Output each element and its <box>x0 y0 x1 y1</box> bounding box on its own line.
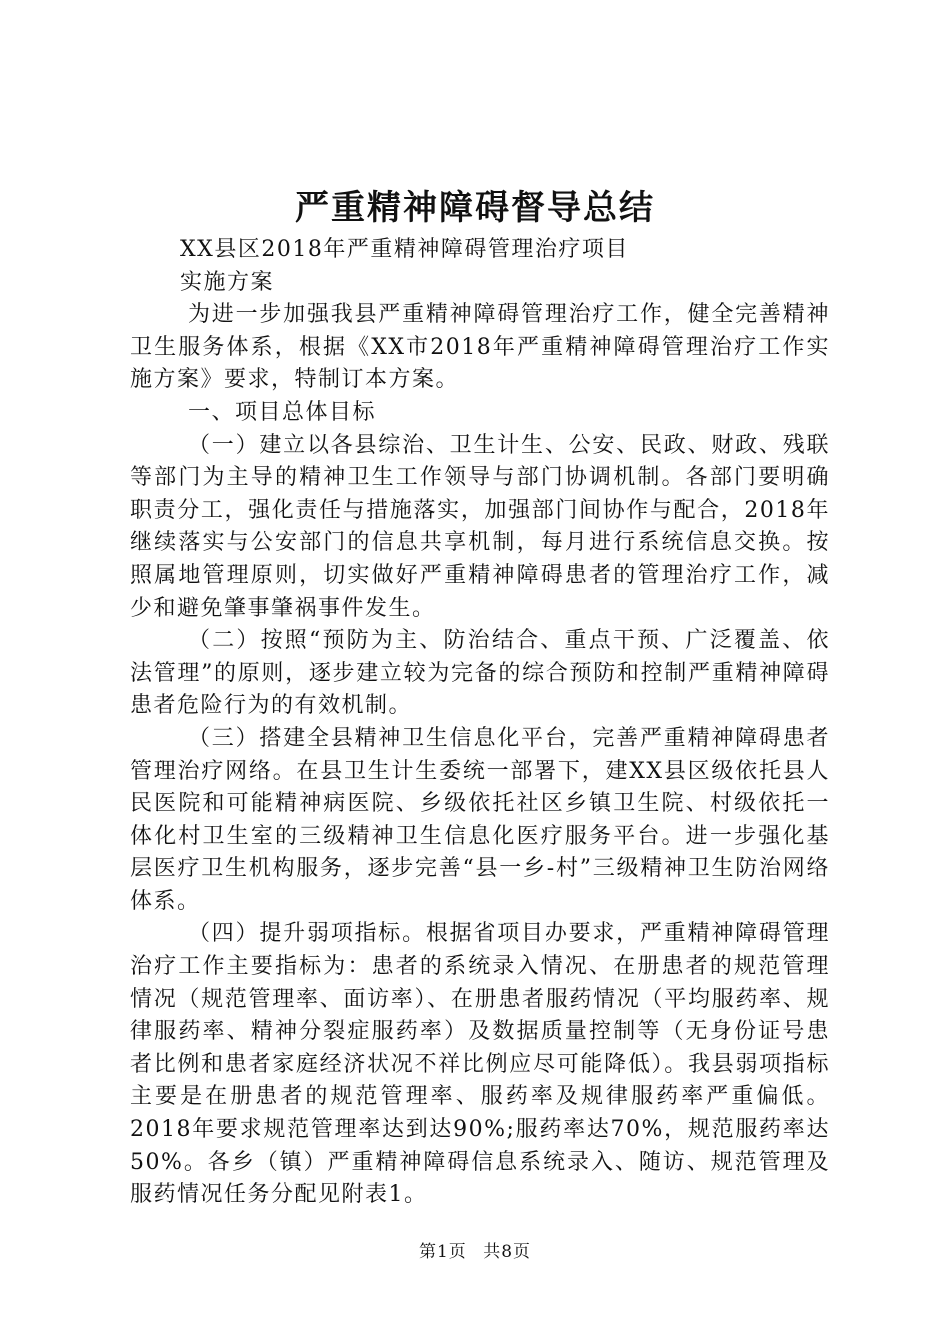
document-title: 严重精神障碍督导总结 <box>295 188 655 228</box>
paragraph-item-3: （三）搭建全县精神卫生信息化平台，完善严重精神障碍患者管理治疗网络。在县卫生计生委统一部署下，建XX县区级依托县人民医院和可能精神病医院、乡级依托社区乡镇卫生院、村级依托一体化村卫生室的三级精神卫生信息化医疗服务平台。进一步强化基层医疗卫生机构服务，逐步完善“县一乡-村”三级精神卫生防治网络体系。 <box>130 725 830 914</box>
paragraph-item-1: （一）建立以各县综治、卫生计生、公安、民政、财政、残联等部门为主导的精神卫生工作领导与部门协调机制。各部门要明确职责分工，强化责任与措施落实，加强部门间协作与配合，2018年继续落实与公安部门的信息共享机制，每月进行系统信息交换。按照属地管理原则，切实做好严重精神障碍患者的管理治疗工作，减少和避免肇事肇祸事件发生。 <box>130 432 830 621</box>
subtitle-line-1: XX县区2018年严重精神障碍管理治疗项目 <box>180 237 629 262</box>
page-footer <box>0 1238 950 1266</box>
paragraph-intro: 为进一步加强我县严重精神障碍管理治疗工作，健全完善精神卫生服务体系，根据《XX市2018年严重精神障碍管理治疗工作实施方案》要求，特制订本方案。 <box>130 302 830 393</box>
paragraph-item-2: （二）按照“预防为主、防治结合、重点干预、广泛覆盖、依法管理”的原则，逐步建立较为完备的综合预防和控制严重精神障碍患者危险行为的有效机制。 <box>130 628 830 719</box>
section-heading-goals: 一、项目总体目标 <box>188 399 377 425</box>
page-number-current: 第1页 <box>418 1242 467 1262</box>
subtitle-line-2: 实施方案 <box>180 269 275 295</box>
document-body <box>130 234 830 1212</box>
page-number-total: 共8页 <box>483 1242 532 1262</box>
paragraph-item-4: （四）提升弱项指标。根据省项目办要求，严重精神障碍管理治疗工作主要指标为：患者的系统录入情况、在册患者的规范管理情况（规范管理率、面访率）、在册患者服药情况（平均服药率、规律服药率、精神分裂症服药率）及数据质量控制等（无身份证号患者比例和患者家庭经济状况不祥比例应尽可能降低）。我县弱项指标主要是在册患者的规范管理率、服药率及规律服药率严重偏低。2018年要求规范管理率达到达90%;服药率达70%，规范服药率达50%。各乡（镇）严重精神障碍信息系统录入、随访、规范管理及服药情况任务分配见附表1。 <box>130 921 830 1208</box>
